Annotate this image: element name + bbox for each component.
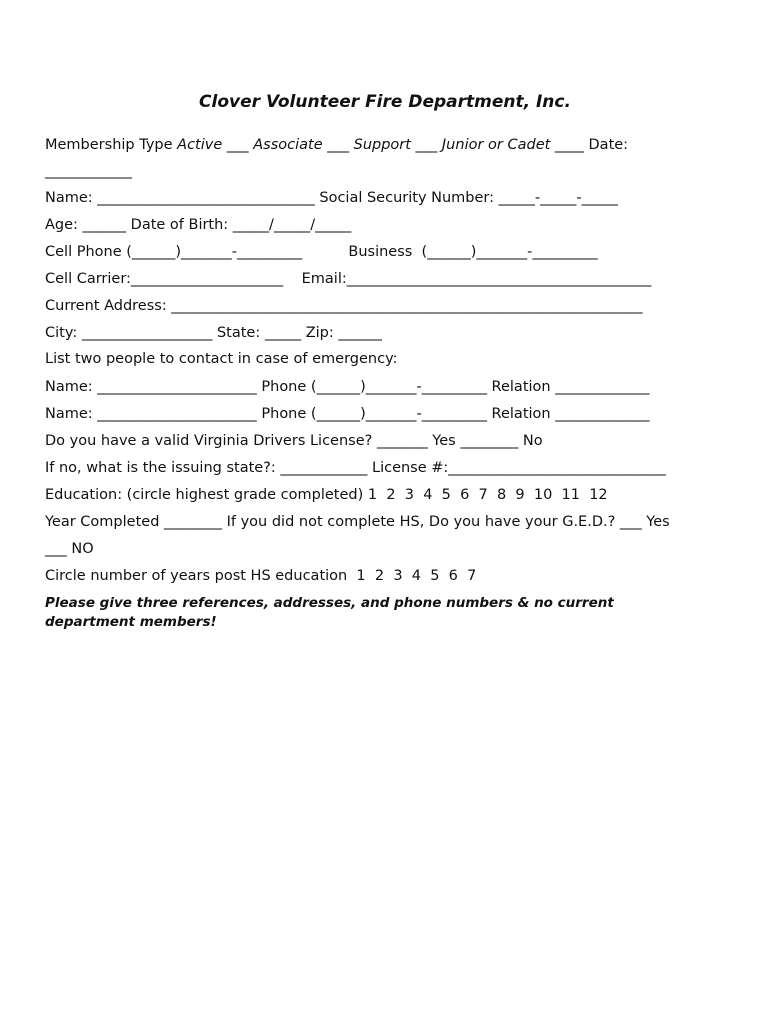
- form-title: Clover Volunteer Fire Department, Inc.: [199, 92, 571, 112]
- membership-type-label: Membership Type: [45, 137, 178, 153]
- membership-type-row: [45, 135, 628, 155]
- carrier-email-row[interactable]: Cell Carrier:_____________________ Email:__________________________________________: [45, 271, 652, 287]
- references-note: Please give three references, addresses, and phone numbers & no current department members!: [45, 595, 614, 630]
- emergency-contact-heading: List two people to contact in case of emergency:: [45, 351, 398, 367]
- city-state-zip-row[interactable]: City: __________________ State: _____ Zip: ______: [45, 325, 382, 341]
- emergency-contact-row-2[interactable]: Name: ______________________ Phone (______)_______-_________ Relation _____________: [45, 406, 650, 422]
- ged-no-row[interactable]: ___ NO: [45, 541, 94, 557]
- membership-option-active: Active: [177, 137, 223, 153]
- post-hs-education-row[interactable]: Circle number of years post HS education 1 2 3 4 5 6 7: [45, 568, 477, 584]
- membership-blank-support[interactable]: ___: [410, 137, 442, 153]
- issuing-state-row[interactable]: If no, what is the issuing state?: ____________ License #:______________________________: [45, 460, 666, 476]
- name-ssn-row[interactable]: Name: ______________________________ Social Security Number: _____-_____-_____: [45, 190, 618, 206]
- membership-blank-junior[interactable]: ____: [550, 137, 589, 153]
- emergency-contact-row-1[interactable]: Name: ______________________ Phone (______)_______-_________ Relation _____________: [45, 379, 650, 395]
- current-address-row[interactable]: Current Address: _________________________________________________________________: [45, 298, 643, 314]
- date-label: Date:: [588, 137, 629, 153]
- membership-blank-active[interactable]: ___: [222, 137, 254, 153]
- year-completed-ged-row[interactable]: Year Completed ________ If you did not complete HS, Do you have your G.E.D.? ___ Yes: [45, 514, 670, 530]
- age-dob-row[interactable]: Age: ______ Date of Birth: _____/_____/_____: [45, 217, 352, 233]
- membership-blank-associate[interactable]: ___: [322, 137, 354, 153]
- membership-option-associate: Associate: [253, 137, 323, 153]
- membership-option-junior-cadet: Junior or Cadet: [441, 137, 551, 153]
- phone-row[interactable]: Cell Phone (______)_______-_________ Business (______)_______-_________: [45, 244, 598, 260]
- drivers-license-row[interactable]: Do you have a valid Virginia Drivers License? _______ Yes ________ No: [45, 433, 543, 449]
- membership-option-support: Support: [353, 137, 411, 153]
- date-field[interactable]: ____________: [45, 163, 132, 179]
- education-row[interactable]: Education: (circle highest grade completed) 1 2 3 4 5 6 7 8 9 10 11 12: [45, 487, 608, 503]
